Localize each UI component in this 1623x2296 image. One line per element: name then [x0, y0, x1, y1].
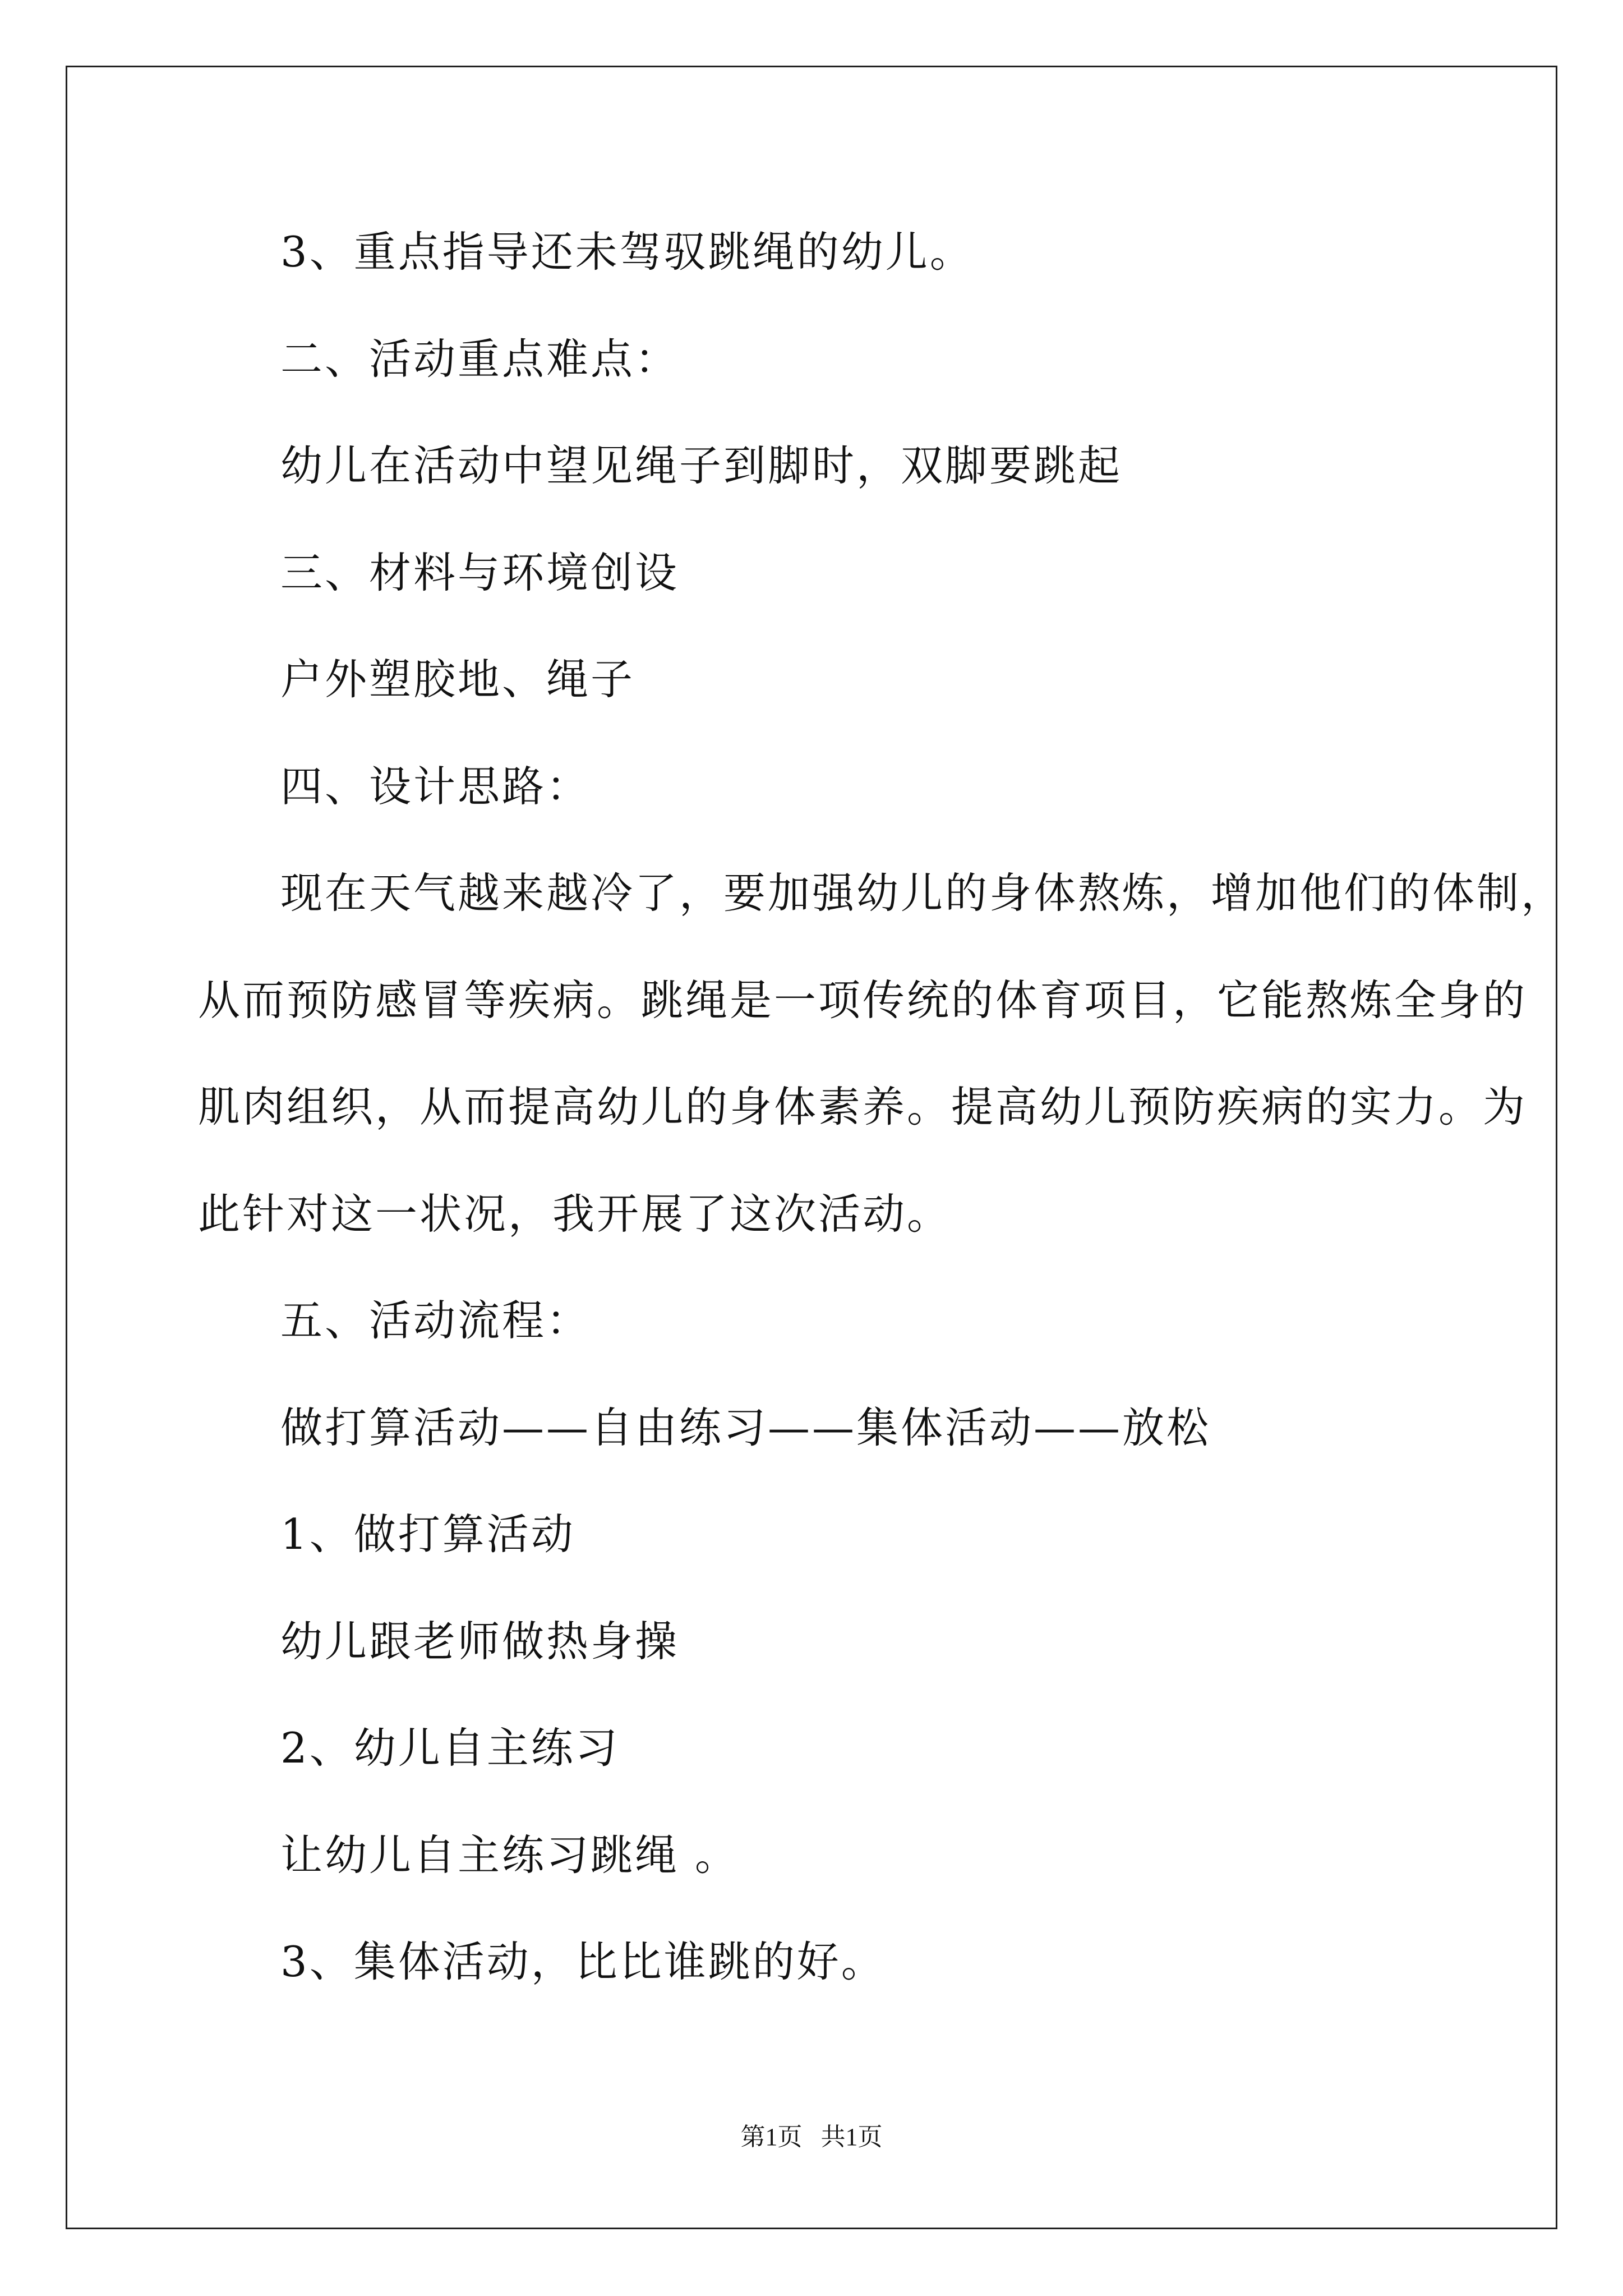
body-line: 此针对这一状况，我开展了这次活动。: [198, 1189, 952, 1239]
section-heading: 三、材料与环境创设: [280, 548, 680, 597]
paragraph: 让幼儿自主练习跳绳 。: [280, 1830, 739, 1880]
paragraph: 做打算活动——自由练习——集体活动——放松: [280, 1403, 1211, 1452]
paragraph: 幼儿跟老师做热身操: [280, 1617, 680, 1666]
paragraph: 3、集体活动，比比谁跳的好。: [280, 1937, 886, 1986]
paragraph: 户外塑胶地、绳子: [280, 655, 635, 704]
paragraph: 2、幼儿自主练习: [280, 1723, 620, 1773]
body-line: 肌肉组织，从而提高幼儿的身体素养。提高幼儿预防疾病的实力。为: [198, 1082, 1528, 1131]
page-border: [66, 66, 1557, 2229]
page-number-footer: 第1页 共1页: [740, 2123, 883, 2151]
body-line: 从而预防感冒等疾病。跳绳是一项传统的体育项目，它能熬炼全身的: [198, 976, 1528, 1025]
paragraph: 幼儿在活动中望见绳子到脚时，双脚要跳起: [280, 441, 1123, 490]
paragraph: 3、重点指导还未驾驭跳绳的幼儿。: [280, 227, 974, 277]
body-line: 现在天气越来越冷了，要加强幼儿的身体熬炼，增加他们的体制，: [280, 868, 1566, 918]
section-heading: 五、活动流程：: [280, 1296, 591, 1345]
paragraph: 1、做打算活动: [280, 1510, 575, 1559]
section-heading: 二、活动重点难点：: [280, 334, 680, 384]
section-heading: 四、设计思路：: [280, 762, 591, 811]
